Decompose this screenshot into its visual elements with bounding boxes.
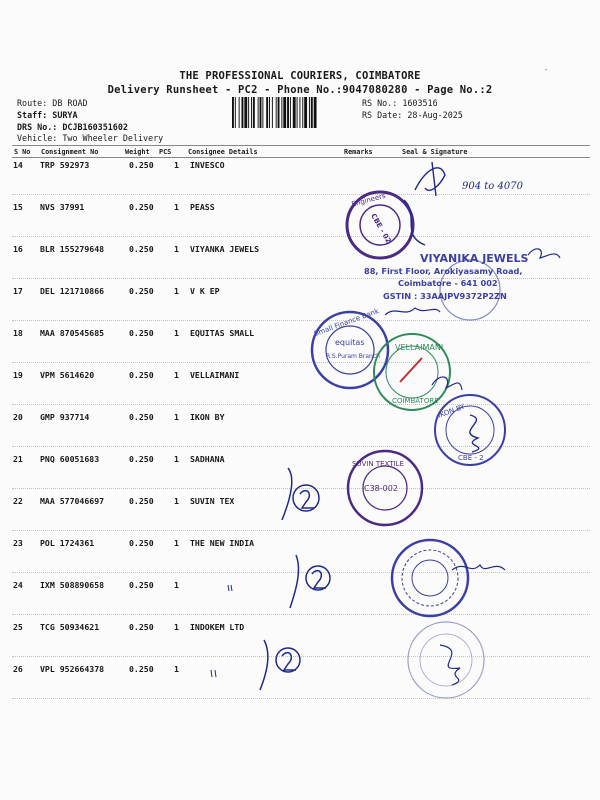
ditto-mark-row24 <box>228 585 232 591</box>
row-consignee: SADHANA <box>190 454 225 464</box>
row-divider <box>12 572 590 573</box>
row-consignee: INDOKEM LTD <box>190 622 245 632</box>
ikon-stamp-text: IKON BY <box>436 402 466 420</box>
col-weight: Weight <box>125 148 150 156</box>
row-consignee: THE NEW INDIA <box>190 538 255 548</box>
row-consignment: MAA 870545685 <box>40 328 105 338</box>
col-pcs: PCS <box>159 148 172 156</box>
row-pcs: 1 <box>174 160 179 170</box>
viyanka-address1: 88, First Floor, Arokiyasamy Road, <box>364 266 523 276</box>
row-sno: 18 <box>13 328 23 338</box>
barcode-bar <box>242 97 244 128</box>
row-divider <box>12 236 590 237</box>
engineers-stamp <box>347 192 413 258</box>
row-sno: 22 <box>13 496 23 506</box>
barcode-bar <box>309 97 310 128</box>
row-weight: 0.250 <box>129 286 154 296</box>
row-sno: 23 <box>13 538 23 548</box>
barcode-bar <box>248 97 249 128</box>
row-sno: 21 <box>13 454 23 464</box>
row-consignee: INVESCO <box>190 160 225 170</box>
row-divider <box>12 320 590 321</box>
row-consignment: DEL 121710866 <box>40 286 105 296</box>
row-consignee: EQUITAS SMALL <box>190 328 255 338</box>
row-weight: 0.250 <box>129 580 154 590</box>
barcode-image <box>232 97 358 128</box>
barcode-bar <box>278 97 280 128</box>
barcode-bar <box>287 97 289 128</box>
barcode-bar <box>244 97 247 128</box>
vellaimani-stamp-text: VELLAIMANI <box>395 343 444 352</box>
row-consignment: VPL 952664378 <box>40 664 105 674</box>
barcode-bar <box>281 97 282 128</box>
row-pcs: 1 <box>174 622 179 632</box>
header-bottom-rule <box>12 157 590 158</box>
runsheet-subtitle: Delivery Runsheet - PC2 - Phone No.:9047080280 - Page No.:2 <box>107 84 493 96</box>
row-divider <box>12 698 590 699</box>
row-consignee: PEASS <box>190 202 215 212</box>
signature-row22 <box>282 468 319 520</box>
row-divider <box>12 614 590 615</box>
row-sno: 25 <box>13 622 23 632</box>
row-pcs: 1 <box>174 286 179 296</box>
row-consignee: IKON BY <box>190 412 225 422</box>
row-consignment: BLR 155279648 <box>40 244 105 254</box>
row-divider <box>12 362 590 363</box>
ikon-stamp <box>435 395 505 465</box>
col-consignee: Consignee Details <box>188 148 258 156</box>
barcode-bar <box>311 97 313 128</box>
row-pcs: 1 <box>174 496 179 506</box>
vehicle-label: Vehicle: Two Wheeler Delivery <box>17 133 164 143</box>
row-consignment: MAA 577046697 <box>40 496 105 506</box>
vellaimani-stamp-city: COIMBATORE <box>392 397 439 405</box>
row-consignee: V K EP <box>190 286 220 296</box>
barcode-bar <box>260 97 262 128</box>
indokem-stamp <box>408 622 484 698</box>
barcode-bar <box>283 97 286 128</box>
col-seal: Seal & Signature <box>402 148 468 156</box>
barcode-bar <box>253 97 255 128</box>
viyanka-stamp <box>364 252 528 320</box>
suvin-stamp-code: C38-002 <box>364 484 398 493</box>
barcode-bar <box>302 97 303 128</box>
barcode-bar <box>297 97 298 128</box>
row-weight: 0.250 <box>129 160 154 170</box>
barcode-bar <box>232 97 234 128</box>
row-sno: 16 <box>13 244 23 254</box>
header-top-rule <box>12 145 590 146</box>
drs-number: DRS No.: DCJB160351602 <box>17 122 128 132</box>
row-sno: 26 <box>13 664 23 674</box>
handwriting-row14: 904 to 4070 <box>462 181 523 192</box>
row-weight: 0.250 <box>129 538 154 548</box>
row-sno: 19 <box>13 370 23 380</box>
barcode-bar <box>304 97 307 128</box>
viyanka-gstin: GSTIN : 33AAJPV9372P2ZN <box>383 291 507 301</box>
row-consignee: SUVIN TEX <box>190 496 235 506</box>
row-sno: 24 <box>13 580 23 590</box>
row-pcs: 1 <box>174 538 179 548</box>
viyanka-address2: Coimbatore - 641 002 <box>398 278 498 288</box>
row-weight: 0.250 <box>129 664 154 674</box>
row-sno: 20 <box>13 412 23 422</box>
barcode-bar <box>258 97 259 128</box>
barcode-bar <box>235 97 236 128</box>
vellaimani-stamp <box>374 334 450 410</box>
equitas-stamp <box>312 307 388 388</box>
row-consignment: POL 1724361 <box>40 538 95 548</box>
row-weight: 0.250 <box>129 370 154 380</box>
row-weight: 0.250 <box>129 328 154 338</box>
new-india-stamp <box>392 540 505 616</box>
row-sno: 14 <box>13 160 23 170</box>
row-consignee: VELLAIMANI <box>190 370 240 380</box>
row-divider <box>12 530 590 531</box>
row-consignment: VPM 5614620 <box>40 370 95 380</box>
signature-row17 <box>385 308 440 315</box>
row-consignee: VIYANKA JEWELS <box>190 244 260 254</box>
rs-number: RS No.: 1603516 <box>362 98 438 108</box>
signature-row26 <box>260 640 300 690</box>
row-weight: 0.250 <box>129 412 154 422</box>
signature-row19 <box>432 377 462 390</box>
row-divider <box>12 446 590 447</box>
row-pcs: 1 <box>174 454 179 464</box>
company-title: THE PROFESSIONAL COURIERS, COIMBATORE <box>179 70 421 82</box>
row-weight: 0.250 <box>129 454 154 464</box>
row-weight: 0.250 <box>129 202 154 212</box>
row-consignment: PNQ 60051683 <box>40 454 100 464</box>
row-pcs: 1 <box>174 370 179 380</box>
row-weight: 0.250 <box>129 622 154 632</box>
barcode-bar <box>272 97 273 128</box>
equitas-stamp-text: Small Finance Bank <box>313 307 380 338</box>
barcode-bar <box>266 97 268 128</box>
engineers-stamp-text: Engineers <box>350 191 387 209</box>
row-weight: 0.250 <box>129 244 154 254</box>
row-pcs: 1 <box>174 244 179 254</box>
staff-label: Staff: SURYA <box>17 110 78 120</box>
col-sno: S No <box>14 148 31 156</box>
viyanka-name: VIYANIKA JEWELS <box>420 252 529 265</box>
row-pcs: 1 <box>174 580 179 590</box>
row-divider <box>12 488 590 489</box>
barcode-bar <box>299 97 300 128</box>
barcode-bar <box>314 97 317 128</box>
signature-row14 <box>415 162 445 196</box>
row-consignment: TRP 592973 <box>40 160 90 170</box>
engineers-stamp-code: CBE - 02 <box>369 212 393 245</box>
barcode-bar <box>276 97 277 128</box>
row-pcs: 1 <box>174 664 179 674</box>
row-consignment: NVS 37991 <box>40 202 85 212</box>
row-divider <box>12 404 590 405</box>
barcode-bar <box>269 97 270 128</box>
ikon-stamp-code: CBE - 2 <box>458 454 484 462</box>
row-sno: 17 <box>13 286 23 296</box>
row-divider <box>12 656 590 657</box>
suvin-stamp-text: SUVIN TEXTILE <box>352 460 404 468</box>
corner-speck: - <box>544 66 549 74</box>
row-divider <box>12 278 590 279</box>
row-pcs: 1 <box>174 412 179 422</box>
barcode-bar <box>290 97 291 128</box>
equitas-stamp-name: equitas <box>335 338 365 347</box>
barcode-bar <box>262 97 263 128</box>
row-weight: 0.250 <box>129 496 154 506</box>
equitas-stamp-branch: R.S.Puram Branch <box>326 353 380 360</box>
row-sno: 15 <box>13 202 23 212</box>
rs-date: RS Date: 28-Aug-2025 <box>362 110 463 120</box>
barcode-bar <box>239 97 240 128</box>
barcode-bar <box>251 97 252 128</box>
row-consignment: TCG 50934621 <box>40 622 100 632</box>
row-consignment: IXM 508890658 <box>40 580 105 590</box>
row-divider <box>12 194 590 195</box>
row-pcs: 1 <box>174 202 179 212</box>
col-consignment: Consignment No <box>41 148 99 156</box>
signature-row16 <box>528 249 560 258</box>
row-pcs: 1 <box>174 328 179 338</box>
barcode-bar <box>293 97 296 128</box>
row-consignment: GMP 937714 <box>40 412 90 422</box>
col-remarks: Remarks <box>344 148 373 156</box>
ditto-mark-row26 <box>211 670 216 677</box>
signature-row23 <box>290 555 330 608</box>
signature-row15 <box>404 200 425 245</box>
route-label: Route: DB ROAD <box>17 98 88 108</box>
